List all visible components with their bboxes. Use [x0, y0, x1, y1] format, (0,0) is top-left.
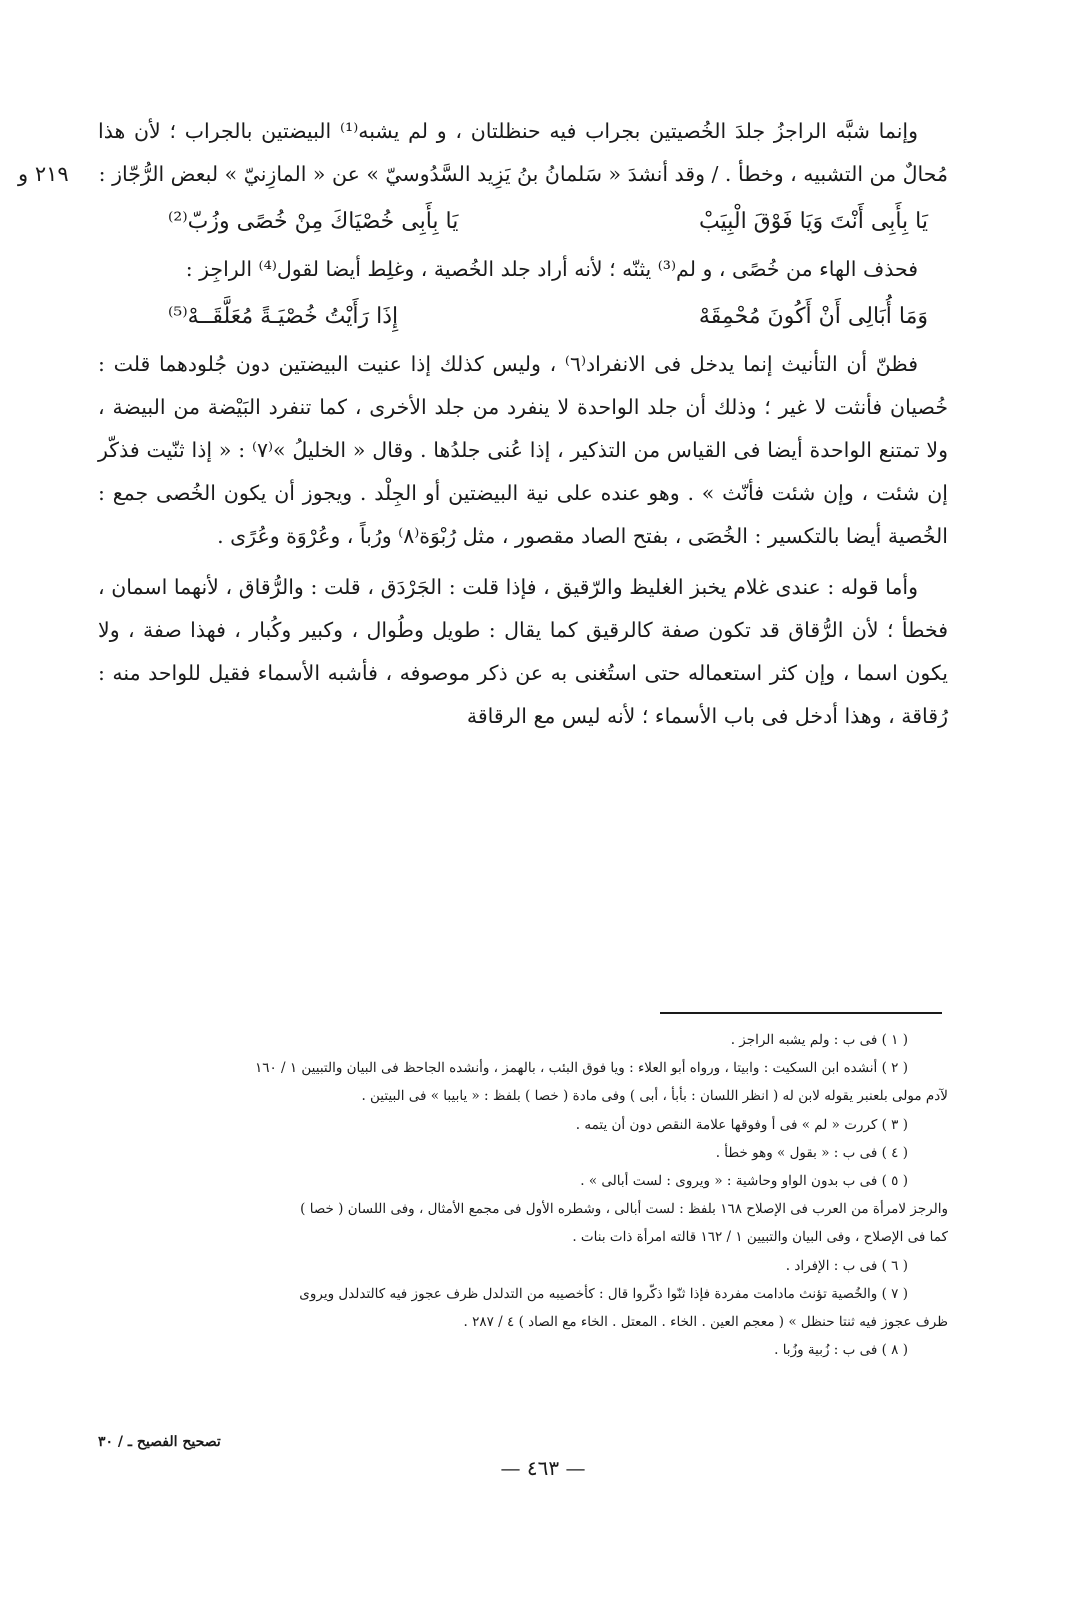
footnotes: [98, 1026, 948, 1364]
footnote: ( ٣ ) كررت « لم » فى أ وفوقها علامة النقص دون أن يتمه .: [575, 1116, 908, 1133]
paragraph: وأما قوله : عندى غلام يخبز الغليظ والرّقيق ، فإذا قلت : الجَرْدَق ، قلت : والرُّقاق ، لأنهما اسمان ، فخطأ ؛ لأن الرُّقاق قد تكون صفة كالرقيق كما يقال : طويل وطُوال ، وكبير وكُبار ، فهذا صفة ، ولا يكون اسما ، وإن كثر استعماله حتى استُغنى به عن ذكر موصوفه ، فأشبه الأسماء فقيل للواحد منه : رُقاقة ، وهذا أدخل فى باب الأسماء ؛ لأنه ليس مع الرقاقة: [98, 575, 948, 728]
footnote-continuation: كما فى الإصلاح ، وفى البيان والتبيين ١ / ١٦٢ قالته امرأة ذات بنات .: [572, 1229, 948, 1246]
paragraph: فظنّ أن التأنيث إنما يدخل فى الانفراد⁽٦⁾ ، وليس كذلك إذا عنيت البيضتين دون جُلودهما قلت : خُصيان فأنثت لا غير ؛ وذلك أن جلد الواحدة لا ينفرد من جلد الأخرى ، كما تنفرد البَيْضة من البيضة ، ولا تمتنع الواحدة أيضا فى القياس من التذكير ، إذا عُنى جلدُها . وقال « الخليلُ »⁽٧⁾ : « إذا ثنّيت فذكّر إن شئت ، وإن شئت فأنّث » . وهو عنده على نية البيضتين أو الجِلْد . ويجوز أن يكون الخُصى جمع : الخُصية أيضا بالتكسير : الخُصَى ، بفتح الصاد مقصور ، مثل رُبْوَة⁽٨⁾ ورُباً ، وعُرْوَة وعُرًى .: [98, 352, 948, 548]
footnote: ( ٢ ) أنشده ابن السكيت : وابيتا ، ورواه أبو العلاء : ويا فوق البئب ، بالهمز ، وأنشده الجاحظ فى البيان والتبيين ١ / ١٦٠: [254, 1060, 908, 1077]
paragraph: فحذف الهاء من خُصًى ، و لم⁽³⁾ يثنّه ؛ لأنه أراد جلد الخُصية ، وغلِط أيضا لقول⁽⁴⁾ الراجِز :: [185, 257, 918, 281]
verse-second-hemistich: إِذَا رَأَيْتُ خُصْيَـةً مُعَلَّقَــهْ⁽⁵⁾: [168, 304, 399, 329]
footnote: ( ٨ ) فى ب : زُبية وزُبا .: [774, 1342, 908, 1359]
footnote: ( ١ ) فى ب : ولم يشبه الراجز .: [730, 1032, 908, 1048]
footnote-continuation: لآدم مولى بلعنبر يقوله لابن له ( انظر اللسان : بأبأ ، أبى ) وفى مادة ( خصا ) بلفظ : « يابيبا » فى البيتين .: [361, 1088, 948, 1105]
footnote: ( ٧ ) والخُصية تؤنث مادامت مفردة فإذا ثنّوا ذكّروا قال : كأخصيبه من التدلدل ظرف عجوز فيه كالتدلدل ويروى: [299, 1285, 908, 1302]
verse-line: [98, 196, 948, 248]
verse-first-hemistich: يَا بِأَبِى أَنْتَ وَيَا فَوْقَ الْبِيَبْ: [698, 209, 928, 234]
paragraph: وإنما شبَّه الراجزُ جلدَ الخُصيتين بجراب فيه حنظلتان ، و لم يشبه⁽¹⁾ البيضتين بالجراب ؛ لأن هذا مُحالٌ من التشبيه ، وخطأ . / وقد أنشدَ « سَلمانُ بنُ يَزِيد السَّدُوسيّ » عن « المازِنيّ » لبعض الرُّجّاز :: [98, 119, 948, 186]
signature-mark: تصحيح الفصيح ـ / ٣٠: [98, 1434, 221, 1450]
main-text: [98, 110, 948, 738]
margin-folio-note: ٢١٩ و: [18, 162, 69, 186]
footnote-continuation: والرجز لامرأة من العرب فى الإصلاح ١٦٨ بلفظ : لست أبالى ، وشطره الأول فى مجمع الأمثال ، وفى اللسان ( خصا ): [300, 1201, 948, 1218]
verse-first-hemistich: وَمَا أُبَالِى أَنْ أَكُونَ مُحْمِقَهْ: [698, 304, 928, 329]
verse-line: [98, 291, 948, 343]
page-number: — ٤٦٣ —: [500, 1456, 586, 1480]
footnote-divider: [660, 1012, 942, 1014]
footnote: ( ٥ ) فى ب بدون الواو وحاشية : « ويروى : لست أبالى » .: [580, 1173, 908, 1190]
footnote-continuation: ظرف عجوز فيه ثنتا حنظل » ( معجم العين . الخاء . المعتل . الخاء مع الصاد ) ٤ / ٢٨٧ .: [463, 1314, 948, 1331]
verse-second-hemistich: يَا بِأَبِى خُصْيَاكَ مِنْ خُصًى وزُبّ⁽²⁾: [168, 209, 459, 234]
footnote: ( ٦ ) فى ب : الإفراد .: [785, 1257, 908, 1274]
footnote: ( ٤ ) فى ب : « بقول » وهو خطأ .: [715, 1144, 908, 1161]
